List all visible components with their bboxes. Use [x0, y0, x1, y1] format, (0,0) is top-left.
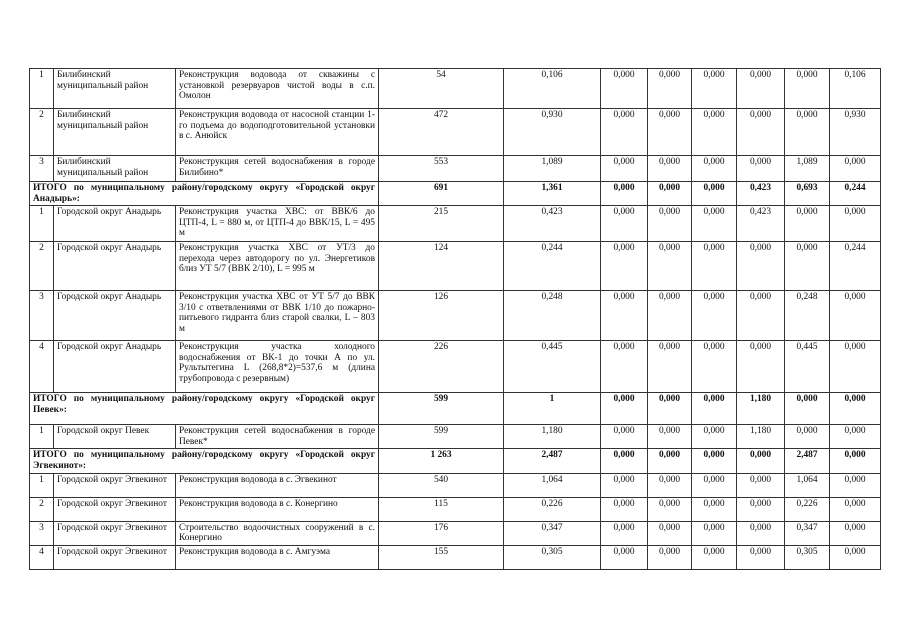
row-number: 2: [30, 109, 54, 156]
value-cell: 599: [379, 425, 504, 449]
value-cell: 0,000: [601, 109, 648, 156]
value-cell: 0,000: [601, 69, 648, 109]
value-cell: 0,000: [830, 341, 881, 393]
value-cell: 0,244: [830, 182, 881, 206]
total-row: [30, 393, 881, 425]
region-cell: Городской округ Анадырь: [54, 341, 176, 393]
region-cell: Городской округ Певек: [54, 425, 176, 449]
region-cell: Билибинский муниципальный район: [54, 156, 176, 182]
value-cell: 0,248: [785, 291, 830, 341]
value-cell: 0,445: [785, 341, 830, 393]
value-cell: 1,064: [785, 473, 830, 497]
value-cell: 0,000: [692, 449, 737, 473]
value-cell: 0,000: [785, 425, 830, 449]
value-cell: 0,000: [648, 242, 692, 291]
value-cell: 0,305: [504, 545, 601, 569]
value-cell: 0,248: [504, 291, 601, 341]
table-row: [30, 425, 881, 449]
region-cell: Городской округ Анадырь: [54, 206, 176, 242]
value-cell: 0,000: [601, 341, 648, 393]
value-cell: 472: [379, 109, 504, 156]
value-cell: 0,000: [601, 291, 648, 341]
region-cell: Городской округ Эгвекинот: [54, 545, 176, 569]
value-cell: 0,244: [830, 242, 881, 291]
object-cell: Реконструкция водовода от скважины с установкой резервуаров чистой воды в с.п. Омолон: [176, 69, 379, 109]
value-cell: 553: [379, 156, 504, 182]
value-cell: 0,000: [601, 156, 648, 182]
table-row: [30, 69, 881, 109]
value-cell: 0,000: [648, 545, 692, 569]
value-cell: 0,347: [504, 521, 601, 545]
value-cell: 0,347: [785, 521, 830, 545]
value-cell: 0,000: [737, 521, 785, 545]
value-cell: 1,180: [737, 393, 785, 425]
value-cell: 0,000: [601, 521, 648, 545]
region-cell: Городской округ Анадырь: [54, 291, 176, 341]
value-cell: 0,000: [648, 449, 692, 473]
value-cell: 0,000: [830, 545, 881, 569]
object-cell: Реконструкция участка холодного водоснабжения от ВК-1 до точки А по ул. Рультытегина L (268,8*2)=537,6 м (длина трубопровода с резервным): [176, 341, 379, 393]
object-cell: Реконструкция водовода в с. Конергино: [176, 497, 379, 521]
value-cell: 0,000: [692, 473, 737, 497]
table-row: [30, 291, 881, 341]
value-cell: 0,226: [785, 497, 830, 521]
value-cell: 0,000: [648, 291, 692, 341]
value-cell: 0,000: [692, 242, 737, 291]
value-cell: 0,000: [648, 206, 692, 242]
value-cell: 0,000: [601, 545, 648, 569]
table-row: [30, 497, 881, 521]
row-number: 2: [30, 497, 54, 521]
value-cell: 0,000: [601, 182, 648, 206]
value-cell: 0,000: [648, 109, 692, 156]
value-cell: 155: [379, 545, 504, 569]
value-cell: 0,930: [830, 109, 881, 156]
value-cell: 540: [379, 473, 504, 497]
value-cell: 0,000: [830, 425, 881, 449]
row-number: 3: [30, 291, 54, 341]
value-cell: 0,000: [737, 156, 785, 182]
object-cell: Реконструкция водовода от насосной станции 1-го подъема до водоподготовительной установки в с. Анюйск: [176, 109, 379, 156]
value-cell: 0,000: [601, 497, 648, 521]
value-cell: 0,000: [785, 206, 830, 242]
row-number: 1: [30, 425, 54, 449]
row-number: 3: [30, 156, 54, 182]
value-cell: 2,487: [785, 449, 830, 473]
value-cell: 691: [379, 182, 504, 206]
value-cell: 0,000: [648, 69, 692, 109]
object-cell: Реконструкция водовода в с. Эгвекинот: [176, 473, 379, 497]
value-cell: 0,000: [737, 473, 785, 497]
value-cell: 0,000: [737, 291, 785, 341]
table-row: [30, 545, 881, 569]
value-cell: 0,000: [737, 109, 785, 156]
region-cell: Городской округ Анадырь: [54, 242, 176, 291]
value-cell: 0,000: [692, 156, 737, 182]
value-cell: 0,000: [692, 206, 737, 242]
value-cell: 0,000: [648, 521, 692, 545]
total-row: [30, 449, 881, 473]
value-cell: 124: [379, 242, 504, 291]
row-number: 1: [30, 69, 54, 109]
value-cell: 215: [379, 206, 504, 242]
value-cell: 0,000: [648, 182, 692, 206]
value-cell: 0,000: [830, 521, 881, 545]
value-cell: 0,000: [737, 449, 785, 473]
value-cell: 0,000: [692, 545, 737, 569]
value-cell: 176: [379, 521, 504, 545]
table-row: [30, 156, 881, 182]
value-cell: 1,180: [737, 425, 785, 449]
value-cell: 0,305: [785, 545, 830, 569]
value-cell: 0,000: [692, 425, 737, 449]
total-label: ИТОГО по муниципальному району/городскому округу «Городской округ Певек»:: [30, 393, 379, 425]
object-cell: Реконструкция участка ХВС от УТ/3 до перехода через автодорогу по ул. Энергетиков близ УТ 5/7 (ВВК 2/10), L = 995 м: [176, 242, 379, 291]
value-cell: 0,244: [504, 242, 601, 291]
value-cell: 0,000: [830, 473, 881, 497]
table-row: [30, 341, 881, 393]
value-cell: 0,930: [504, 109, 601, 156]
value-cell: 1,089: [785, 156, 830, 182]
value-cell: 2,487: [504, 449, 601, 473]
value-cell: 0,000: [692, 291, 737, 341]
value-cell: 0,000: [830, 291, 881, 341]
region-cell: Городской округ Эгвекинот: [54, 497, 176, 521]
row-number: 3: [30, 521, 54, 545]
value-cell: 0,000: [692, 341, 737, 393]
total-label: ИТОГО по муниципальному району/городскому округу «Городской округ Эгвекинот»:: [30, 449, 379, 473]
total-label: ИТОГО по муниципальному району/городскому округу «Городской округ Анадырь»:: [30, 182, 379, 206]
table-row: [30, 242, 881, 291]
value-cell: 1,180: [504, 425, 601, 449]
value-cell: 0,000: [648, 425, 692, 449]
table-row: [30, 473, 881, 497]
value-cell: 0,000: [601, 393, 648, 425]
value-cell: 1,361: [504, 182, 601, 206]
value-cell: 0,000: [648, 393, 692, 425]
value-cell: 0,423: [737, 206, 785, 242]
row-number: 1: [30, 473, 54, 497]
value-cell: 1,064: [504, 473, 601, 497]
value-cell: 0,693: [785, 182, 830, 206]
region-cell: Городской округ Эгвекинот: [54, 473, 176, 497]
value-cell: 0,000: [830, 393, 881, 425]
value-cell: 0,000: [692, 521, 737, 545]
value-cell: 0,000: [601, 206, 648, 242]
value-cell: 0,000: [692, 109, 737, 156]
row-number: 4: [30, 341, 54, 393]
value-cell: 0,226: [504, 497, 601, 521]
value-cell: 1 263: [379, 449, 504, 473]
value-cell: 0,000: [601, 425, 648, 449]
table-row: [30, 109, 881, 156]
object-cell: Реконструкция участка ХВС от УТ 5/7 до ВВК 3/10 с ответвлениями от ВВК 1/10 до пожарно-питьевого гидранта близ старой свалки, L – 803 м: [176, 291, 379, 341]
value-cell: 0,000: [830, 156, 881, 182]
value-cell: 0,000: [601, 473, 648, 497]
value-cell: 0,000: [601, 449, 648, 473]
row-number: 4: [30, 545, 54, 569]
water-supply-table: [29, 68, 881, 570]
value-cell: 0,000: [785, 393, 830, 425]
value-cell: 0,000: [648, 341, 692, 393]
value-cell: 0,423: [504, 206, 601, 242]
value-cell: 0,000: [785, 69, 830, 109]
value-cell: 0,000: [648, 473, 692, 497]
row-number: 1: [30, 206, 54, 242]
value-cell: 0,000: [737, 69, 785, 109]
region-cell: Билибинский муниципальный район: [54, 109, 176, 156]
value-cell: 0,000: [692, 393, 737, 425]
value-cell: 0,000: [785, 242, 830, 291]
total-row: [30, 182, 881, 206]
object-cell: Реконструкция участка ХВС: от ВВК/6 до ЦТП-4, L = 880 м, от ЦТП-4 до ВВК/15, L = 495 м: [176, 206, 379, 242]
value-cell: 0,000: [648, 156, 692, 182]
value-cell: 1,089: [504, 156, 601, 182]
object-cell: Реконструкция сетей водоснабжения в городе Певек*: [176, 425, 379, 449]
value-cell: 0,445: [504, 341, 601, 393]
value-cell: 54: [379, 69, 504, 109]
value-cell: 115: [379, 497, 504, 521]
object-cell: Реконструкция водовода в с. Амгуэма: [176, 545, 379, 569]
value-cell: 0,000: [648, 497, 692, 521]
value-cell: 0,000: [830, 449, 881, 473]
value-cell: 0,106: [830, 69, 881, 109]
value-cell: 0,000: [601, 242, 648, 291]
value-cell: 0,000: [830, 206, 881, 242]
value-cell: 1: [504, 393, 601, 425]
object-cell: Строительство водоочистных сооружений в с. Конергино: [176, 521, 379, 545]
table-row: [30, 521, 881, 545]
value-cell: 0,000: [692, 69, 737, 109]
value-cell: 0,423: [737, 182, 785, 206]
value-cell: 0,000: [785, 109, 830, 156]
object-cell: Реконструкция сетей водоснабжения в городе Билибино*: [176, 156, 379, 182]
value-cell: 0,000: [692, 182, 737, 206]
value-cell: 0,000: [737, 545, 785, 569]
table-row: [30, 206, 881, 242]
value-cell: 0,000: [737, 497, 785, 521]
region-cell: Городской округ Эгвекинот: [54, 521, 176, 545]
value-cell: 0,106: [504, 69, 601, 109]
value-cell: 0,000: [737, 341, 785, 393]
value-cell: 0,000: [692, 497, 737, 521]
value-cell: 0,000: [737, 242, 785, 291]
value-cell: 599: [379, 393, 504, 425]
value-cell: 126: [379, 291, 504, 341]
row-number: 2: [30, 242, 54, 291]
value-cell: 0,000: [830, 497, 881, 521]
value-cell: 226: [379, 341, 504, 393]
region-cell: Билибинский муниципальный район: [54, 69, 176, 109]
